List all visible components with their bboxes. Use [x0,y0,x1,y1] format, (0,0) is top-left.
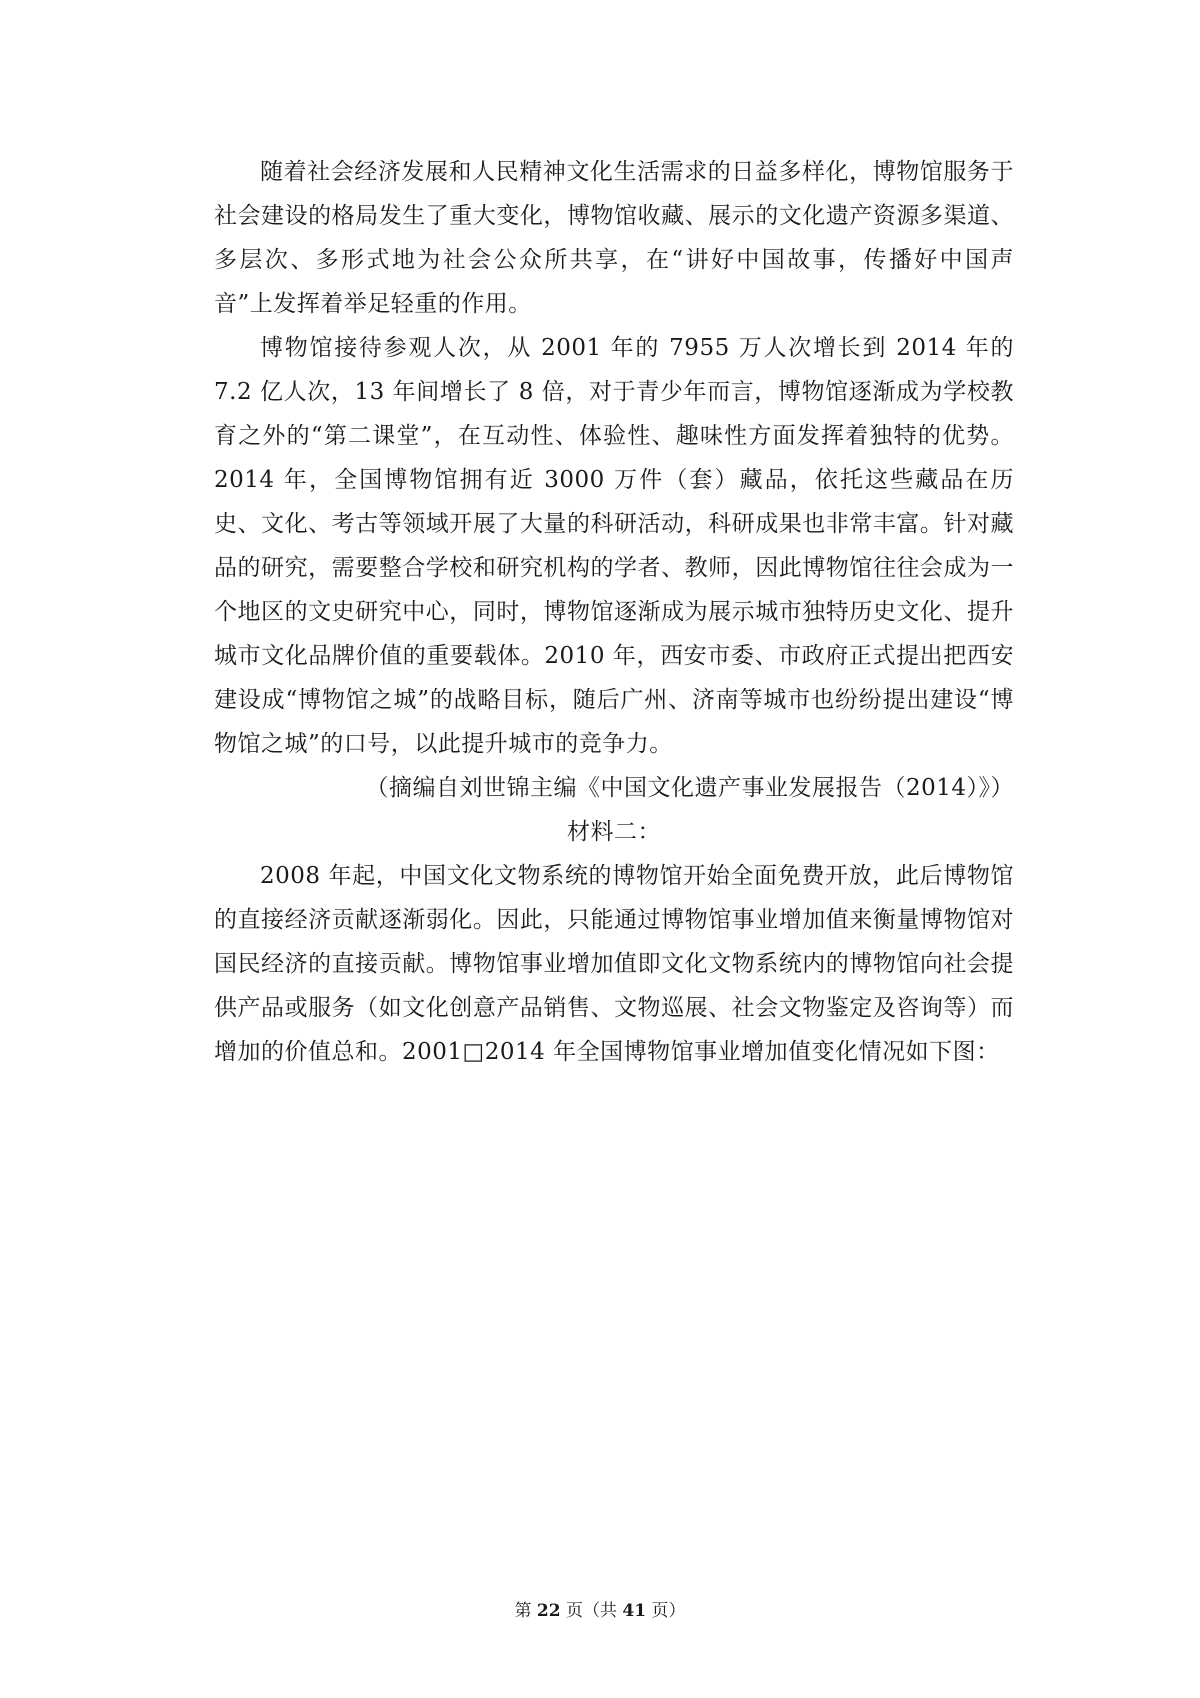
material-2-paragraph: 2008 年起，中国文化文物系统的博物馆开始全面免费开放，此后博物馆的直接经济贡献逐渐弱化。因此，只能通过博物馆事业增加值来衡量博物馆对国民经济的直接贡献。博物馆事业增加值即文化文物系统内的博物馆向社会提供产品或服务（如文化创意产品销售、文物巡展、社会文物鉴定及咨询等）而增加的价值总和。2001□2014 年全国博物馆事业增加值变化情况如下图： [214,863,1014,1065]
paragraph-1: 随着社会经济发展和人民精神文化生活需求的日益多样化，博物馆服务于社会建设的格局发生了重大变化，博物馆收藏、展示的文化遗产资源多渠道、多层次、多形式地为社会公众所共享，在“讲好中国故事，传播好中国声音”上发挥着举足轻重的作用。 [214,159,1014,317]
footer-middle: 页（共 [566,1601,617,1621]
page-footer [0,1599,1200,1623]
footer-prefix: 第 [514,1601,532,1621]
document-body [214,150,1014,1074]
source-citation: （摘编自刘世锦主编《中国文化遗产事业发展报告（2014）》） [365,775,1014,801]
footer-page-number: 22 [536,1601,561,1621]
footer-total-pages: 41 [622,1601,647,1621]
paragraph-2: 博物馆接待参观人次，从 2001 年的 7955 万人次增长到 2014 年的 7.2 亿人次，13 年间增长了 8 倍，对于青少年而言，博物馆逐渐成为学校教育之外的“第二课堂”，在互动性、体验性、趣味性方面发挥着独特的优势。2014 年，全国博物馆拥有近 3000 万件（套）藏品，依托这些藏品在历史、文化、考古等领域开展了大量的科研活动，科研成果也非常丰富。针对藏品的研究，需要整合学校和研究机构的学者、教师，因此博物馆往往会成为一个地区的文史研究中心，同时，博物馆逐渐成为展示城市独特历史文化、提升城市文化品牌价值的重要载体。2010 年，西安市委、市政府正式提出把西安建设成“博物馆之城”的战略目标，随后广州、济南等城市也纷纷提出建设“博物馆之城”的口号，以此提升城市的竞争力。 [214,335,1014,757]
footer-suffix: 页） [651,1601,686,1621]
section-title-material-2: 材料二： [567,819,661,845]
